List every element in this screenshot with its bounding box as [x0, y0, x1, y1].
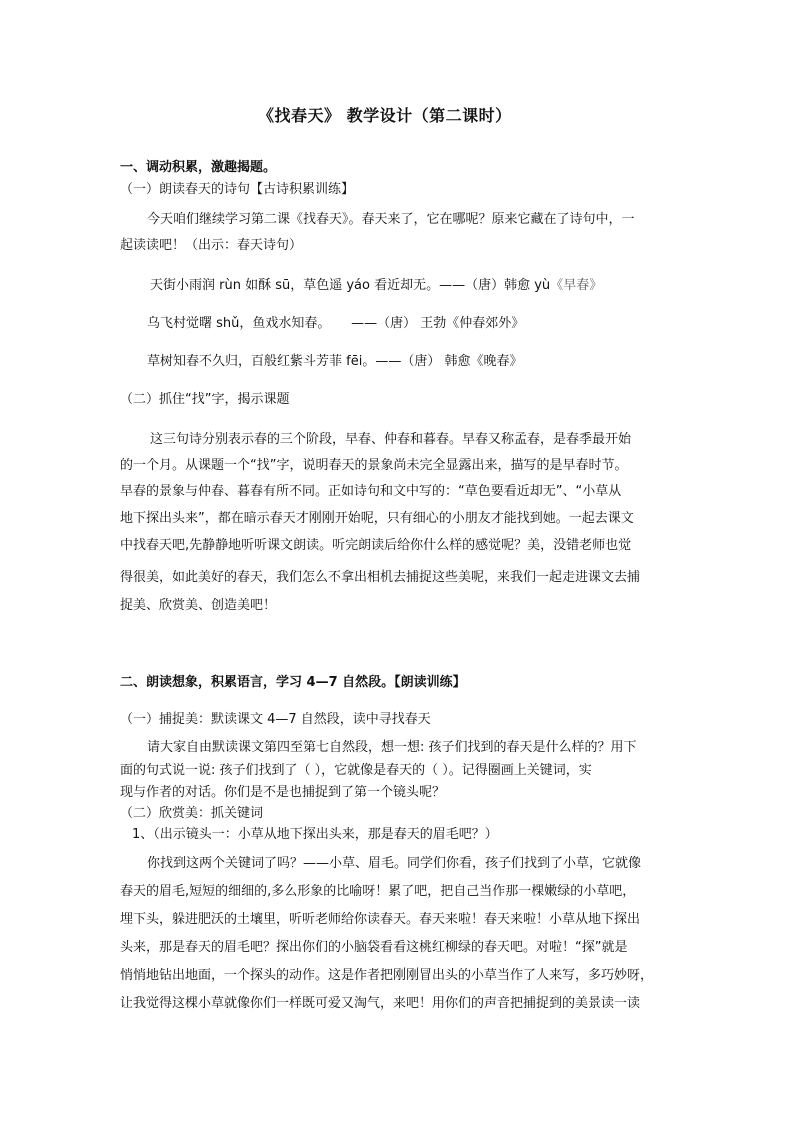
section-2-heading: 二、朗读想象，积累语言，学习 4—7 自然段。【朗读训练】 — [120, 675, 466, 690]
section-1-para-line: 地下探出头来”，都在暗示春天才刚刚开始呢，只有细心的小朋友才能找到她。一起去课文 — [120, 511, 634, 526]
section-2-para-line: 你找到这两个关键词了吗？——小草、眉毛。同学们你看，孩子们找到了小草，它就像 — [147, 856, 642, 871]
section-1-para-line: 中找春天吧,先静静地听听课文朗读。听完朗读后给你什么样的感觉呢？美，没错老师也觉 — [120, 538, 632, 553]
poem-text: 草树知春不久归，百般红紫斗芳菲 fēi。——（唐） 韩愈《晚春》 — [147, 354, 523, 369]
section-2-para-line: 悄悄地钻出地面，一个探头的动作。这是作者把刚刚冒出头的小草当作了人来写，多巧妙呀， — [120, 968, 654, 983]
section-2-para-line: 埋下头，躲进肥沃的土壤里，听听老师给你读春天。春天来啦！春天来啦！小草从地下探出 — [120, 912, 641, 927]
poem-line — [150, 278, 602, 294]
section-2-para-line: 面的句式说一说: 孩子们找到了（ ），它就像是春天的（ ）。记得圈画上关键词，实 — [120, 763, 592, 778]
poem-source: ——（唐） 王勃《仲春郊外》 — [351, 316, 525, 331]
section-1-sub-2: （二）抓住“找”字，揭示课题 — [120, 392, 290, 407]
section-2-para-line: 头来，那是春天的眉毛吧？探出你们的小脑袋看看这桃红柳绿的春天吧。对啦！“探”就是 — [120, 940, 628, 955]
section-1-intro-line: 起读读吧！（出示：春天诗句） — [120, 238, 303, 253]
section-1-sub-1: （一）朗读春天的诗句【古诗积累训练】 — [120, 182, 355, 197]
section-1-para-line: 早春的景象与仲春、暮春有所不同。正如诗句和文中写的：“草色要看近却无”、“小草从 — [120, 484, 622, 499]
section-1-intro-line: 今天咱们继续学习第二课《找春天》。春天来了，它在哪呢？原来它藏在了诗句中，一 — [147, 212, 635, 227]
section-2-sub-2: （二）欣赏美：抓关键词 — [120, 806, 264, 821]
poem-line — [147, 316, 524, 332]
poem-line — [147, 354, 522, 370]
section-1-para-line: 得很美，如此美好的春天，我们怎么不拿出相机去捕捉这些美呢，来我们一起走进课文去捕 — [120, 570, 641, 585]
section-1-para-line: 的一个月。从课题一个“找”字，说明春天的景象尚未完全显露出来，描写的是早春时节。 — [120, 458, 628, 473]
poem-text: 乌飞村觉曙 shǔ，鱼戏水知春。 — [147, 316, 331, 331]
section-2-sub-1: （一）捕捉美：默读课文 4—7 自然段，读中寻找春天 — [120, 712, 431, 727]
section-1-para-line: 这三句诗分别表示春的三个阶段，早春、仲春和暮春。早春又称孟春，是春季最开始 — [150, 432, 632, 447]
section-2-para-line: 春天的眉毛,短短的细细的,多么形象的比喻呀！累了吧，把自己当作那一棵嫩绿的小草吧， — [120, 884, 636, 899]
page-title: 《找春天》 教学设计（第二课时） — [258, 106, 512, 125]
section-1-heading: 一、调动积累，激趣揭题。 — [120, 160, 277, 175]
section-1-para-line: 捉美、欣赏美、创造美吧！ — [120, 598, 277, 613]
section-2-item-1: 1、（出示镜头一：小草从地下探出头来，那是春天的眉毛吧？） — [132, 827, 498, 842]
section-2-para-line: 让我觉得这棵小草就像你们一样既可爱又淘气，来吧！用你们的声音把捕捉到的美景读一读 — [120, 996, 641, 1011]
poem-source: 《早春》 — [550, 278, 603, 293]
section-2-para-line: 现与作者的对话。你们是不是也捕捉到了第一个镜头呢？ — [120, 785, 446, 800]
section-2-para-line: 请大家自由默读课文第四至第七自然段，想一想: 孩子们找到的春天是什么样的？用下 — [147, 740, 637, 755]
poem-text: 天街小雨润 rùn 如酥 sū，草色遥 yáo 看近却无。——（唐）韩愈 yù — [150, 278, 551, 293]
